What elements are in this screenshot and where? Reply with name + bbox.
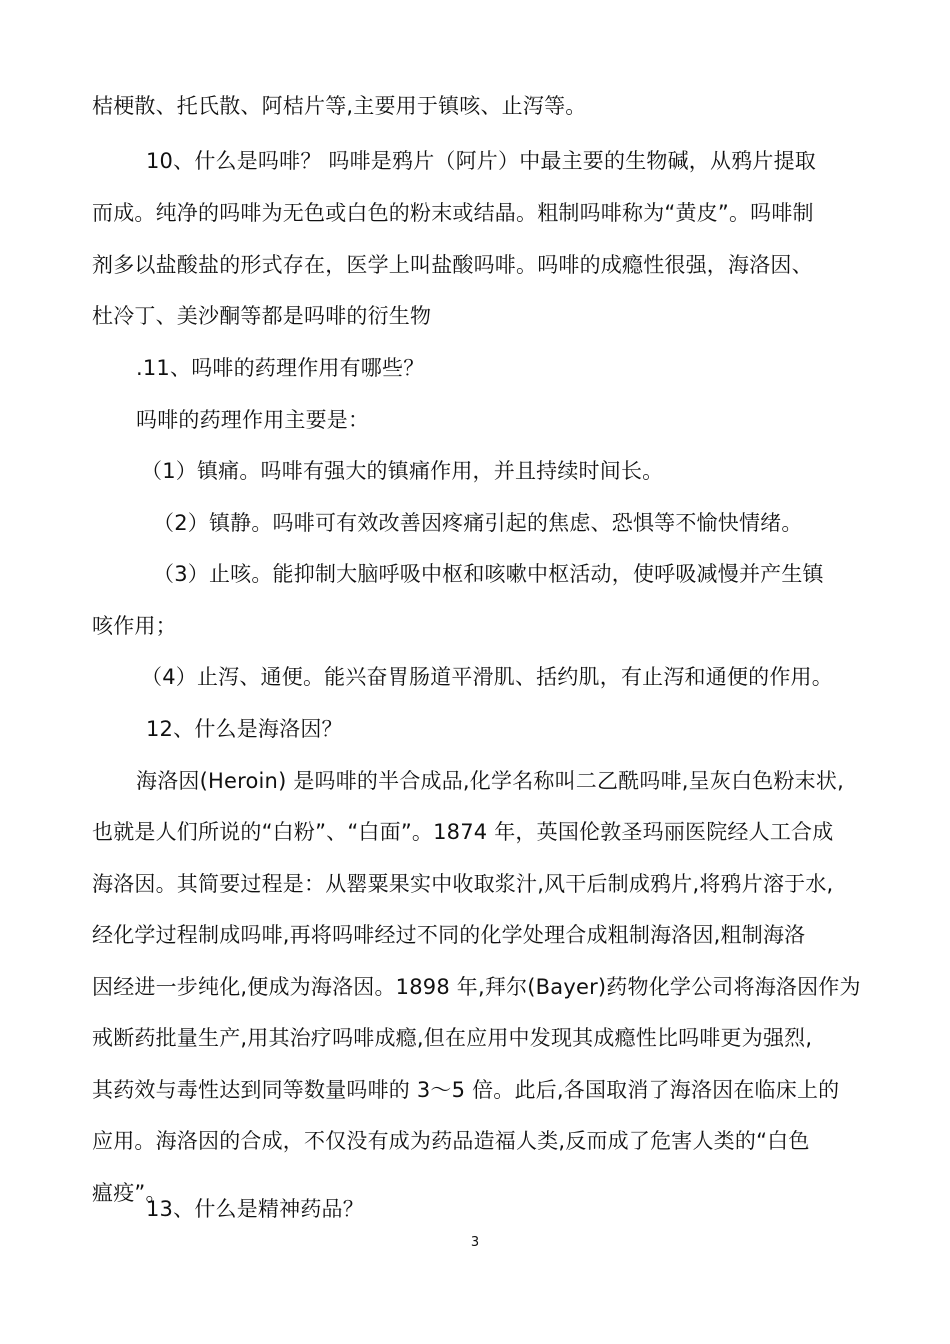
text-line: 其药效与毒性达到同等数量吗啡的 3～5 倍。此后,各国取消了海洛因在临床上的 — [92, 1078, 840, 1102]
text-line: （4）止泻、通便。能兴奋胃肠道平滑肌、括约肌，有止泻和通便的作用。 — [141, 665, 833, 689]
page-number: 3 — [470, 1235, 480, 1250]
text-line: 也就是人们所说的“白粉”、“白面”。1874 年，英国伦敦圣玛丽医院经人工合成 — [92, 820, 834, 844]
text-line: 戒断药批量生产,用其治疗吗啡成瘾,但在应用中发现其成瘾性比吗啡更为强烈, — [92, 1026, 813, 1050]
text-line: （3）止咳。能抑制大脑呼吸中枢和咳嗽中枢活动，使呼吸减慢并产生镇 — [153, 562, 824, 586]
text-line: .11、吗啡的药理作用有哪些？ — [136, 356, 425, 380]
text-line: 因经进一步纯化,便成为海洛因。1898 年,拜尔(Bayer)药物化学公司将海洛因作为 — [92, 975, 861, 999]
text-line: （1）镇痛。吗啡有强大的镇痛作用，并且持续时间长。 — [141, 459, 664, 483]
text-line: 而成。纯净的吗啡为无色或白色的粉末或结晶。粗制吗啡称为“黄皮”。吗啡制 — [92, 201, 814, 225]
text-line: 应用。海洛因的合成，不仅没有成为药品造福人类,反而成了危害人类的“白色 — [92, 1129, 810, 1153]
text-line: 剂多以盐酸盐的形式存在，医学上叫盐酸吗啡。吗啡的成瘾性很强，海洛因、 — [92, 253, 813, 277]
text-line: 吗啡的药理作用主要是： — [136, 408, 370, 432]
text-line: 海洛因(Heroin) 是吗啡的半合成品,化学名称叫二乙酰吗啡,呈灰白色粉末状, — [136, 769, 844, 793]
text-line: （2）镇静。吗啡可有效改善因疼痛引起的焦虑、恐惧等不愉快情绪。 — [153, 511, 803, 535]
text-line: 10、什么是吗啡？ 吗啡是鸦片（阿片）中最主要的生物碱，从鸦片提取 — [146, 149, 816, 173]
text-line: 经化学过程制成吗啡,再将吗啡经过不同的化学处理合成粗制海洛因,粗制海洛 — [92, 923, 806, 947]
text-line: 桔梗散、托氏散、阿桔片等,主要用于镇咳、止泻等。 — [92, 94, 587, 118]
text-line: 咳作用； — [92, 614, 177, 638]
text-line: 杜冷丁、美沙酮等都是吗啡的衍生物 — [92, 304, 432, 328]
text-line: 12、什么是海洛因？ — [146, 717, 343, 741]
text-line: 海洛因。其简要过程是：从罂粟果实中收取浆汁,风干后制成鸦片,将鸦片溶于水, — [92, 872, 834, 896]
text-line: 13、什么是精神药品？ — [146, 1197, 364, 1221]
text-line: 瘟疫”。 — [92, 1181, 167, 1205]
